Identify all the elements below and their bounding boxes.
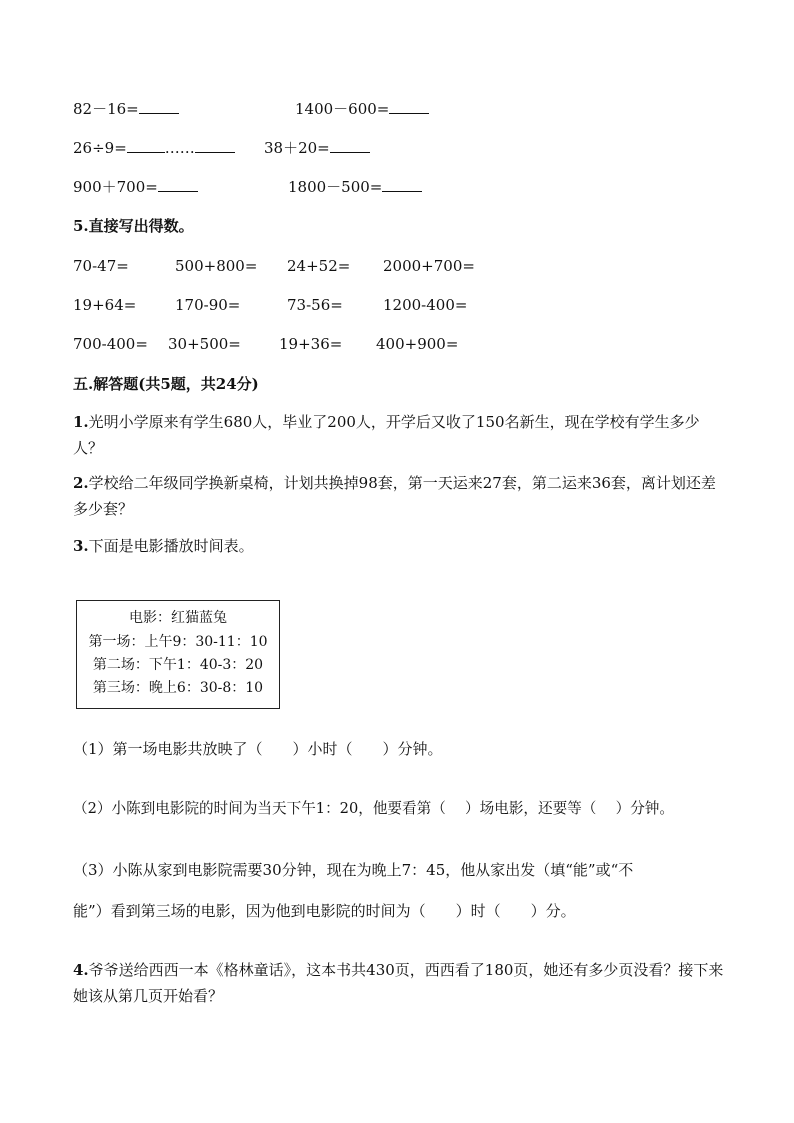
schedule-title: 电影：红猫蓝兔 (129, 610, 227, 626)
answer-blank[interactable] (158, 176, 198, 192)
arith-expr: 26÷9= (73, 139, 127, 157)
q5-item: 1200-400= (383, 296, 468, 314)
question-1 (73, 409, 728, 461)
answer-blank[interactable] (139, 98, 179, 114)
q5-item: 2000+700= (383, 257, 475, 275)
answer-blank[interactable] (382, 176, 422, 192)
q5-item: 73-56= (287, 296, 343, 314)
schedule-row: 第二场：下午1：40-3：20 (92, 657, 264, 673)
schedule-row: 第三场：晚上6：30-8：10 (92, 680, 264, 696)
question-number: 4. (73, 961, 89, 979)
arith-expr: 900＋700= (73, 178, 158, 196)
q5-item: 19+36= (279, 335, 343, 353)
answer-blank[interactable] (330, 137, 370, 153)
sub-question-3-line1: （3）小陈从家到电影院需要30分钟，现在为晚上7：45，他从家出发（填“能”或“不 (73, 861, 634, 879)
answer-blank[interactable] (389, 98, 429, 114)
arith-expr: 1400－600= (295, 100, 390, 118)
arith-row-3 (73, 176, 198, 197)
arith-row-3b (288, 176, 422, 197)
question-number: 1. (73, 413, 89, 431)
remainder-dots: …… (164, 139, 195, 157)
section-title: 五.解答题(共5题，共24分) (73, 375, 259, 393)
question-number: 3. (73, 537, 89, 555)
q5-item: 70-47= (73, 257, 129, 275)
question-4 (73, 957, 728, 1009)
question-number: 2. (73, 474, 89, 492)
q5-item: 400+900= (376, 335, 459, 353)
arith-row-1b (295, 98, 429, 119)
schedule-row: 第一场：上午9：30-11：10 (88, 634, 268, 650)
q5-item: 24+52= (287, 257, 351, 275)
quotient-blank[interactable] (127, 137, 165, 153)
arith-row-1 (73, 98, 179, 119)
q5-item: 170-90= (175, 296, 241, 314)
arith-expr: 82－16= (73, 100, 139, 118)
q5-item: 30+500= (168, 335, 241, 353)
q5-item: 500+800= (175, 257, 258, 275)
question-text: 爷爷送给西西一本《格林童话》，这本书共430页，西西看了180页，她还有多少页没看？接下来她该从第几页开始看？ (73, 961, 724, 1005)
sub-question-2: （2）小陈到电影院的时间为当天下午1：20，他要看第（ ）场电影，还要等（ ）分钟。 (73, 800, 674, 817)
q5-title: 5.直接写出得数。 (73, 217, 194, 235)
q5-item: 700-400= (73, 335, 148, 353)
q5-item: 19+64= (73, 296, 137, 314)
question-text: 下面是电影播放时间表。 (88, 537, 254, 555)
sub-question-3-line2: 能”）看到第三场的电影，因为他到电影院的时间为（ ）时（ ）分。 (73, 902, 576, 920)
question-text: 光明小学原来有学生680人，毕业了200人，开学后又收了150名新生，现在学校有学生多少人？ (73, 413, 700, 457)
arith-row-2b (264, 137, 370, 158)
arith-row-2 (73, 137, 235, 158)
movie-schedule-box (76, 600, 280, 709)
sub-question-1: （1）第一场电影共放映了（ ）小时（ ）分钟。 (73, 740, 443, 758)
question-2 (73, 470, 728, 522)
arith-expr: 38＋20= (264, 139, 330, 157)
question-text: 学校给二年级同学换新桌椅，计划共换掉98套，第一天运来27套，第二运来36套，离计划还差多少套？ (73, 474, 716, 518)
remainder-blank[interactable] (195, 137, 235, 153)
question-3 (73, 536, 254, 556)
arith-expr: 1800－500= (288, 178, 383, 196)
